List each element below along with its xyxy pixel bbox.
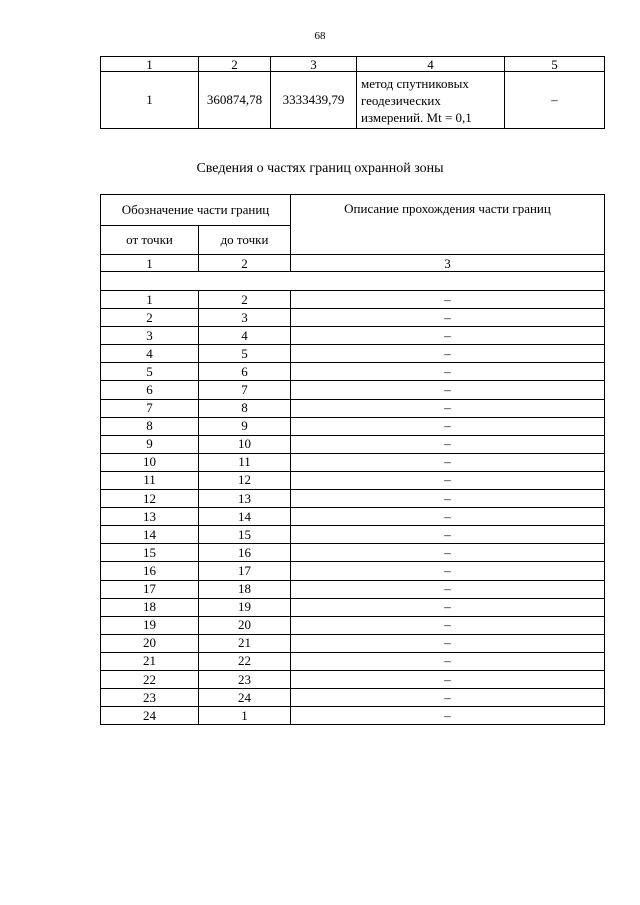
to-point-cell: 14: [199, 508, 291, 526]
from-point-cell: 17: [101, 580, 199, 598]
table-row: [101, 363, 605, 381]
from-point-cell: 14: [101, 526, 199, 544]
coord-col-number: 2: [199, 57, 271, 72]
from-point-cell: 20: [101, 634, 199, 652]
to-point-cell: 19: [199, 598, 291, 616]
description-cell: –: [291, 417, 605, 435]
table-row: [101, 526, 605, 544]
to-point-cell: 6: [199, 363, 291, 381]
table-row: [101, 562, 605, 580]
coordinates-table: [100, 56, 605, 129]
x-coordinate: 360874,78: [199, 72, 271, 129]
from-point-cell: 2: [101, 309, 199, 327]
table-row: [101, 634, 605, 652]
description-cell: –: [291, 490, 605, 508]
table-row: [101, 598, 605, 616]
to-point-cell: 24: [199, 689, 291, 707]
table-row: [101, 309, 605, 327]
method-line: метод спутниковых: [361, 75, 469, 91]
from-point-cell: 24: [101, 707, 199, 725]
to-point-cell: 8: [199, 399, 291, 417]
from-point-header: от точки: [101, 226, 199, 255]
description-cell: –: [291, 309, 605, 327]
table-row: [101, 652, 605, 670]
to-point-cell: 11: [199, 453, 291, 471]
note-cell: –: [505, 72, 605, 129]
to-point-cell: 5: [199, 345, 291, 363]
to-point-cell: 22: [199, 652, 291, 670]
from-point-cell: 4: [101, 345, 199, 363]
description-cell: –: [291, 689, 605, 707]
description-cell: –: [291, 562, 605, 580]
table-row: [101, 435, 605, 453]
coord-col-number: 1: [101, 57, 199, 72]
from-point-cell: 16: [101, 562, 199, 580]
description-cell: –: [291, 363, 605, 381]
table-row: [101, 291, 605, 309]
to-point-cell: 16: [199, 544, 291, 562]
from-point-cell: 7: [101, 399, 199, 417]
from-point-cell: 21: [101, 652, 199, 670]
description-cell: –: [291, 616, 605, 634]
description-cell: –: [291, 670, 605, 688]
description-cell: –: [291, 345, 605, 363]
to-point-header: до точки: [199, 226, 291, 255]
description-cell: –: [291, 598, 605, 616]
description-cell: –: [291, 291, 605, 309]
from-point-cell: 10: [101, 453, 199, 471]
table-row: [101, 345, 605, 363]
description-header: Описание прохождения части границ: [291, 195, 605, 255]
to-point-cell: 7: [199, 381, 291, 399]
description-cell: –: [291, 580, 605, 598]
description-cell: –: [291, 453, 605, 471]
table-row: [101, 689, 605, 707]
table-row: [101, 490, 605, 508]
from-point-cell: 9: [101, 435, 199, 453]
coordinates-header-row: [101, 57, 605, 72]
from-point-cell: 18: [101, 598, 199, 616]
table-row: [101, 508, 605, 526]
table-row: [101, 381, 605, 399]
parts-column-numbers-row: [101, 255, 605, 272]
to-point-cell: 2: [199, 291, 291, 309]
from-point-cell: 1: [101, 291, 199, 309]
to-point-cell: 12: [199, 471, 291, 489]
from-point-cell: 11: [101, 471, 199, 489]
from-point-cell: 8: [101, 417, 199, 435]
description-cell: –: [291, 399, 605, 417]
to-point-cell: 13: [199, 490, 291, 508]
from-point-cell: 15: [101, 544, 199, 562]
description-cell: –: [291, 471, 605, 489]
table-row: [101, 327, 605, 345]
table-row: [101, 544, 605, 562]
to-point-cell: 4: [199, 327, 291, 345]
from-point-cell: 19: [101, 616, 199, 634]
section-title: Сведения о частях границ охранной зоны: [196, 161, 444, 176]
description-cell: –: [291, 544, 605, 562]
table-row: [101, 707, 605, 725]
coord-col-number: 5: [505, 57, 605, 72]
from-point-cell: 3: [101, 327, 199, 345]
description-cell: –: [291, 435, 605, 453]
table-row: [101, 417, 605, 435]
table-row: [101, 616, 605, 634]
coord-col-number: 3: [271, 57, 357, 72]
to-point-cell: 23: [199, 670, 291, 688]
description-cell: –: [291, 707, 605, 725]
table-row: [101, 670, 605, 688]
from-point-cell: 13: [101, 508, 199, 526]
to-point-cell: 3: [199, 309, 291, 327]
from-point-cell: 22: [101, 670, 199, 688]
parts-header-row: [101, 195, 605, 226]
table-row: [101, 453, 605, 471]
method-line: измерений. Mt = 0,1: [361, 109, 472, 125]
empty-cell: [101, 272, 605, 291]
point-number: 1: [101, 72, 199, 129]
parts-empty-row: [101, 272, 605, 291]
to-point-cell: 9: [199, 417, 291, 435]
table-row: [101, 580, 605, 598]
from-point-cell: 23: [101, 689, 199, 707]
boundary-parts-table: [100, 194, 605, 725]
table-row: [101, 471, 605, 489]
page-number: 68: [314, 30, 326, 42]
parts-col-number: 2: [199, 255, 291, 272]
to-point-cell: 17: [199, 562, 291, 580]
parts-col-number: 1: [101, 255, 199, 272]
to-point-cell: 15: [199, 526, 291, 544]
to-point-cell: 20: [199, 616, 291, 634]
to-point-cell: 1: [199, 707, 291, 725]
to-point-cell: 10: [199, 435, 291, 453]
from-point-cell: 12: [101, 490, 199, 508]
description-cell: –: [291, 508, 605, 526]
from-point-cell: 6: [101, 381, 199, 399]
to-point-cell: 21: [199, 634, 291, 652]
coord-col-number: 4: [357, 57, 505, 72]
to-point-cell: 18: [199, 580, 291, 598]
determination-method: [357, 72, 505, 129]
table-row: [101, 399, 605, 417]
description-cell: –: [291, 327, 605, 345]
coordinates-row: [101, 72, 605, 129]
description-cell: –: [291, 652, 605, 670]
description-cell: –: [291, 634, 605, 652]
y-coordinate: 3333439,79: [271, 72, 357, 129]
method-line: геодезических: [361, 92, 441, 108]
parts-table-body: [101, 291, 605, 725]
parts-col-number: 3: [291, 255, 605, 272]
description-cell: –: [291, 381, 605, 399]
designation-header: Обозначение части границ: [101, 195, 291, 226]
from-point-cell: 5: [101, 363, 199, 381]
description-cell: –: [291, 526, 605, 544]
